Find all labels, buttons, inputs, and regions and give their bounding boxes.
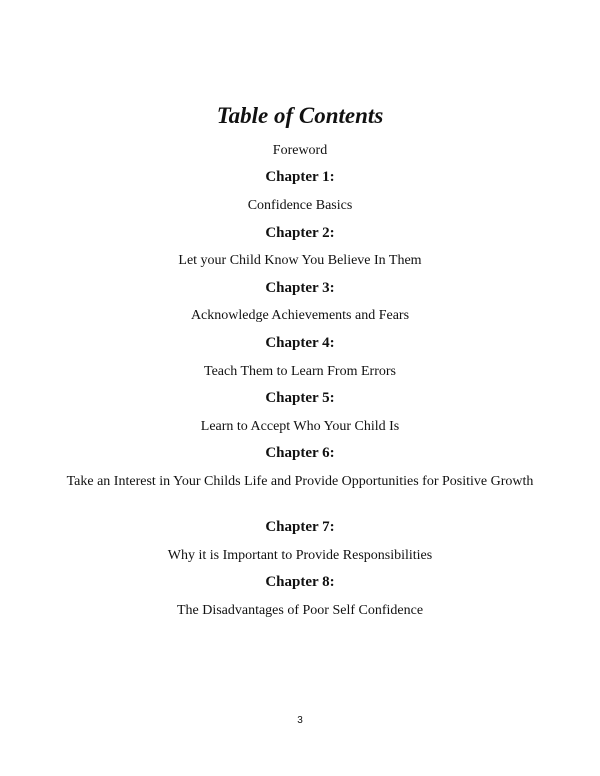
toc-chapter-3-title: Acknowledge Achievements and Fears: [190, 308, 410, 323]
toc-chapter-8-heading: Chapter 8:: [265, 574, 335, 590]
toc-chapter-2-title: Let your Child Know You Believe In Them: [178, 253, 422, 268]
toc-chapter-5-title: Learn to Accept Who Your Child Is: [200, 419, 400, 434]
toc-chapter-7-heading: Chapter 7:: [265, 519, 335, 535]
toc-chapter-4-title: Teach Them to Learn From Errors: [204, 364, 396, 379]
toc-chapter-7-title: Why it is Important to Provide Responsibilities: [167, 548, 433, 563]
page-number: 3: [297, 715, 303, 726]
toc-chapter-4-heading: Chapter 4:: [265, 335, 335, 351]
toc-chapter-5-heading: Chapter 5:: [265, 390, 335, 406]
toc-chapter-1-heading: Chapter 1:: [265, 169, 335, 185]
page-title: Table of Contents: [216, 103, 384, 128]
toc-chapter-6-title: Take an Interest in Your Childs Life and Provide Opportunities for Positive Growth: [66, 474, 534, 489]
toc-chapter-8-title: The Disadvantages of Poor Self Confidence: [176, 603, 424, 618]
toc-chapter-2-heading: Chapter 2:: [265, 225, 335, 241]
toc-chapter-6-heading: Chapter 6:: [265, 445, 335, 461]
toc-foreword: Foreword: [272, 143, 328, 158]
toc-chapter-3-heading: Chapter 3:: [265, 280, 335, 296]
toc-chapter-1-title: Confidence Basics: [247, 198, 353, 213]
